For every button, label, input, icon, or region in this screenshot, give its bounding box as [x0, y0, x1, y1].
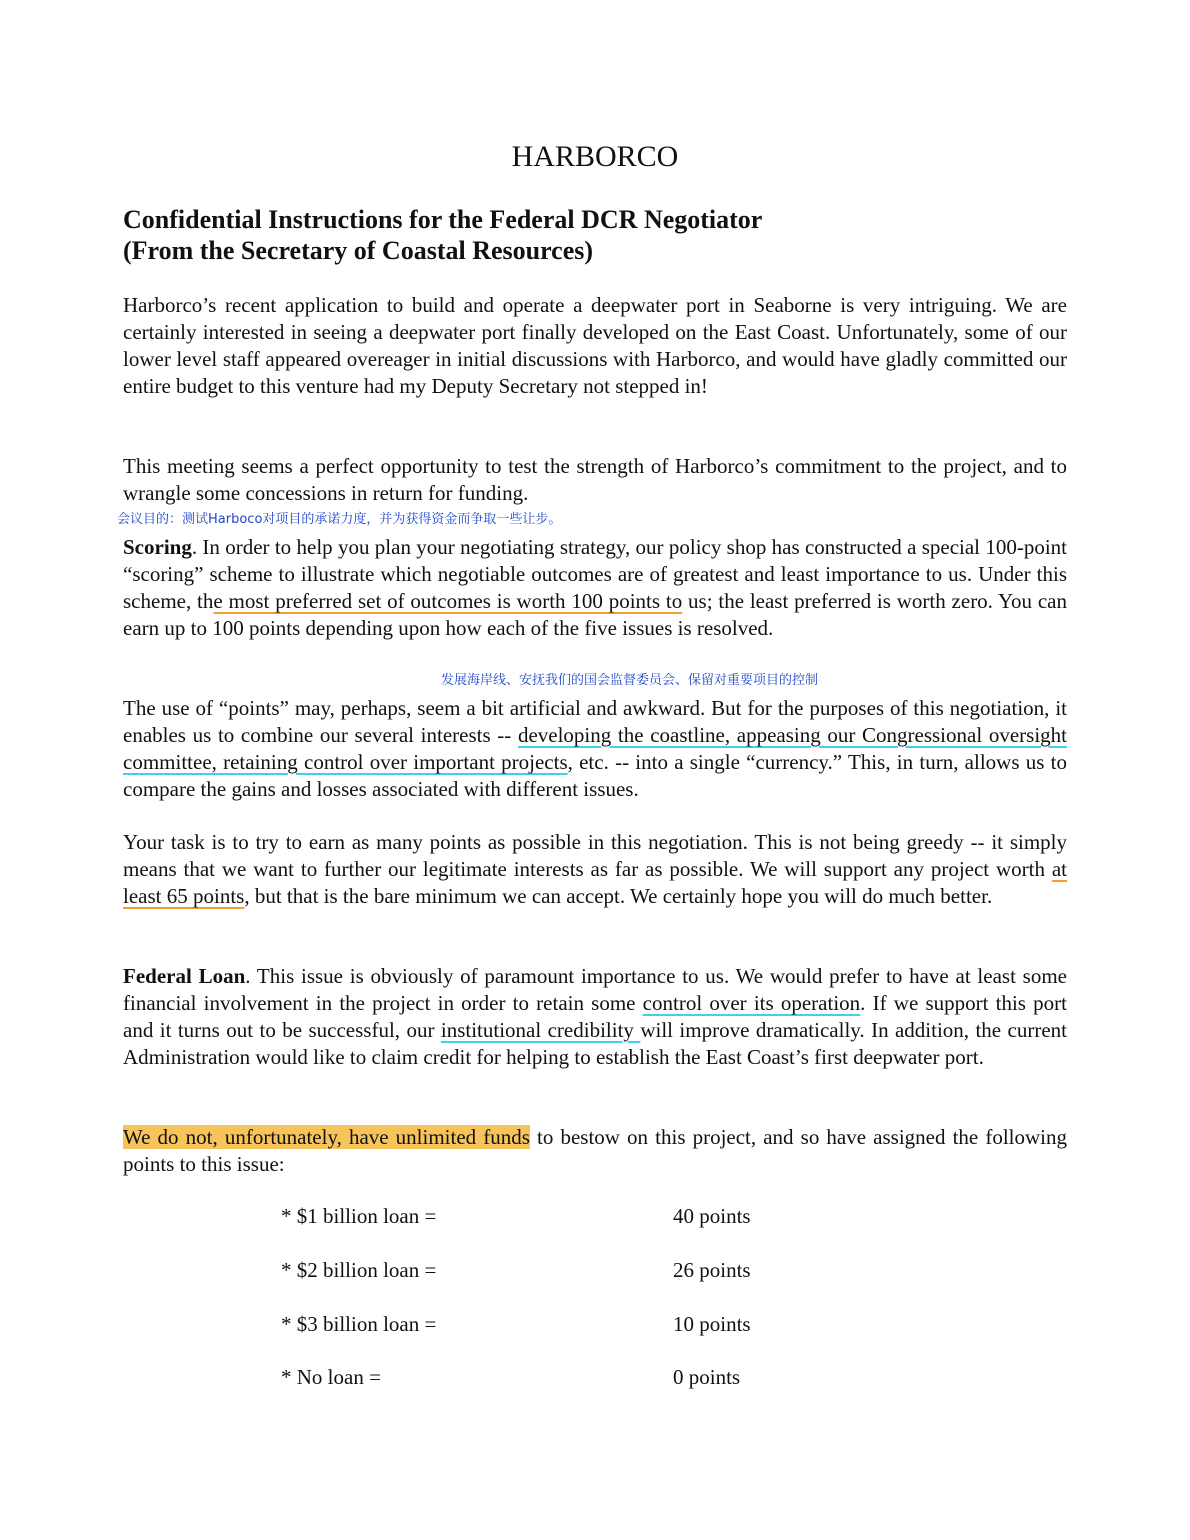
loan-text-a: . This issue is obviously of paramount importance to us. We would prefer to have at least some financial involvement in the project in order to retain some: [123, 964, 1067, 1015]
scoring-paragraph: [123, 534, 1067, 642]
federal-loan-label: Federal Loan: [123, 964, 246, 988]
loan-option-label: * No loan =: [281, 1365, 381, 1389]
loan-option-points: 0 points: [673, 1365, 741, 1389]
meeting-text: This meeting seems a perfect opportunity to test the strength of Harborco’s commitment to the project, and to wrangle some concessions in return for funding.: [123, 454, 1067, 505]
task-text-b: , but that is the bare minimum we can accept. We certainly hope you will do much better.: [244, 884, 993, 908]
scoring-underlined-text: e most preferred set of outcomes is worth 100 points to: [213, 589, 683, 613]
task-underlined-text: at least 65 points: [123, 857, 1067, 908]
intro-text: Harborco’s recent application to build and operate a deepwater port in Seaborne is very intriguing. We are certainly interested in seeing a deepwater port finally developed on the East Coast. Unfortunately, some of our lower level staff appeared overeager in initial discussions with Harborco, and would have gladly committed our entire budget to this venture had my Deputy Secretary not stepped in!: [123, 293, 1067, 398]
loan-option-points: 10 points: [673, 1312, 751, 1336]
task-paragraph: [123, 829, 1067, 910]
loan-text-c: will improve dramatically. In addition, the current Administration would like to claim credit for helping to establish the East Coast’s first deepwater port.: [123, 1018, 1068, 1069]
funds-paragraph: [123, 1124, 1067, 1178]
scoring-text-b: us; the least preferred is worth zero. You can earn up to 100 points depending upon how each of the five issues is resolved.: [123, 589, 1068, 640]
funds-highlighted-text: We do not, unfortunately, have unlimited funds: [123, 1125, 530, 1149]
points-text-b: , etc. -- into a single “currency.” This, in turn, allows us to compare the gains and losses associated with different issues.: [123, 750, 1067, 801]
annotation-note-1: 会议目的：测试Harboco对项目的承诺力度，并为获得资金而争取一些让步。: [117, 512, 562, 527]
loan-option-label: * $3 billion loan =: [281, 1312, 437, 1336]
federal-loan-paragraph: [123, 963, 1067, 1071]
points-paragraph: [123, 695, 1067, 803]
loan-underlined-text-1: control over its operation: [642, 991, 861, 1015]
scoring-label: Scoring: [123, 535, 192, 559]
loan-option-points: 40 points: [673, 1204, 751, 1228]
intro-paragraph: [123, 292, 1067, 400]
task-text-a: Your task is to try to earn as many points as possible in this negotiation. This is not being greedy -- it simply means that we want to further our legitimate interests as far as possible. We will support any project worth: [123, 830, 1067, 881]
document-heading: [123, 204, 762, 266]
loan-text-b: . If we support this port and it turns out to be successful, our: [123, 991, 1067, 1042]
loan-option-points: 26 points: [673, 1258, 751, 1282]
heading-line-2: (From the Secretary of Coastal Resources): [123, 236, 594, 265]
points-text-a: The use of “points” may, perhaps, seem a bit artificial and awkward. But for the purposes of this negotiation, it enables us to combine our several interests --: [123, 696, 1067, 747]
annotation-note-2: 发展海岸线、安抚我们的国会监督委员会、保留对重要项目的控制: [441, 673, 819, 688]
loan-option-label: * $2 billion loan =: [281, 1258, 437, 1282]
loan-option-label: * $1 billion loan =: [281, 1204, 437, 1228]
funds-text-b: to bestow on this project, and so have assigned the following points to this issue:: [123, 1125, 1067, 1176]
scoring-text-a: . In order to help you plan your negotiating strategy, our policy shop has constructed a special 100-point “scoring” scheme to illustrate which negotiable outcomes are of greatest and least importance to us. Under this scheme, th: [123, 535, 1067, 613]
heading-line-1: Confidential Instructions for the Federal DCR Negotiator: [123, 205, 763, 234]
meeting-paragraph: [123, 453, 1067, 507]
points-underlined-text: developing the coastline, appeasing our Congressional oversight committee, retaining control over important projects: [123, 723, 1067, 774]
loan-underlined-text-2: institutional credibility: [440, 1018, 641, 1042]
document-title: HARBORCO: [511, 140, 679, 173]
